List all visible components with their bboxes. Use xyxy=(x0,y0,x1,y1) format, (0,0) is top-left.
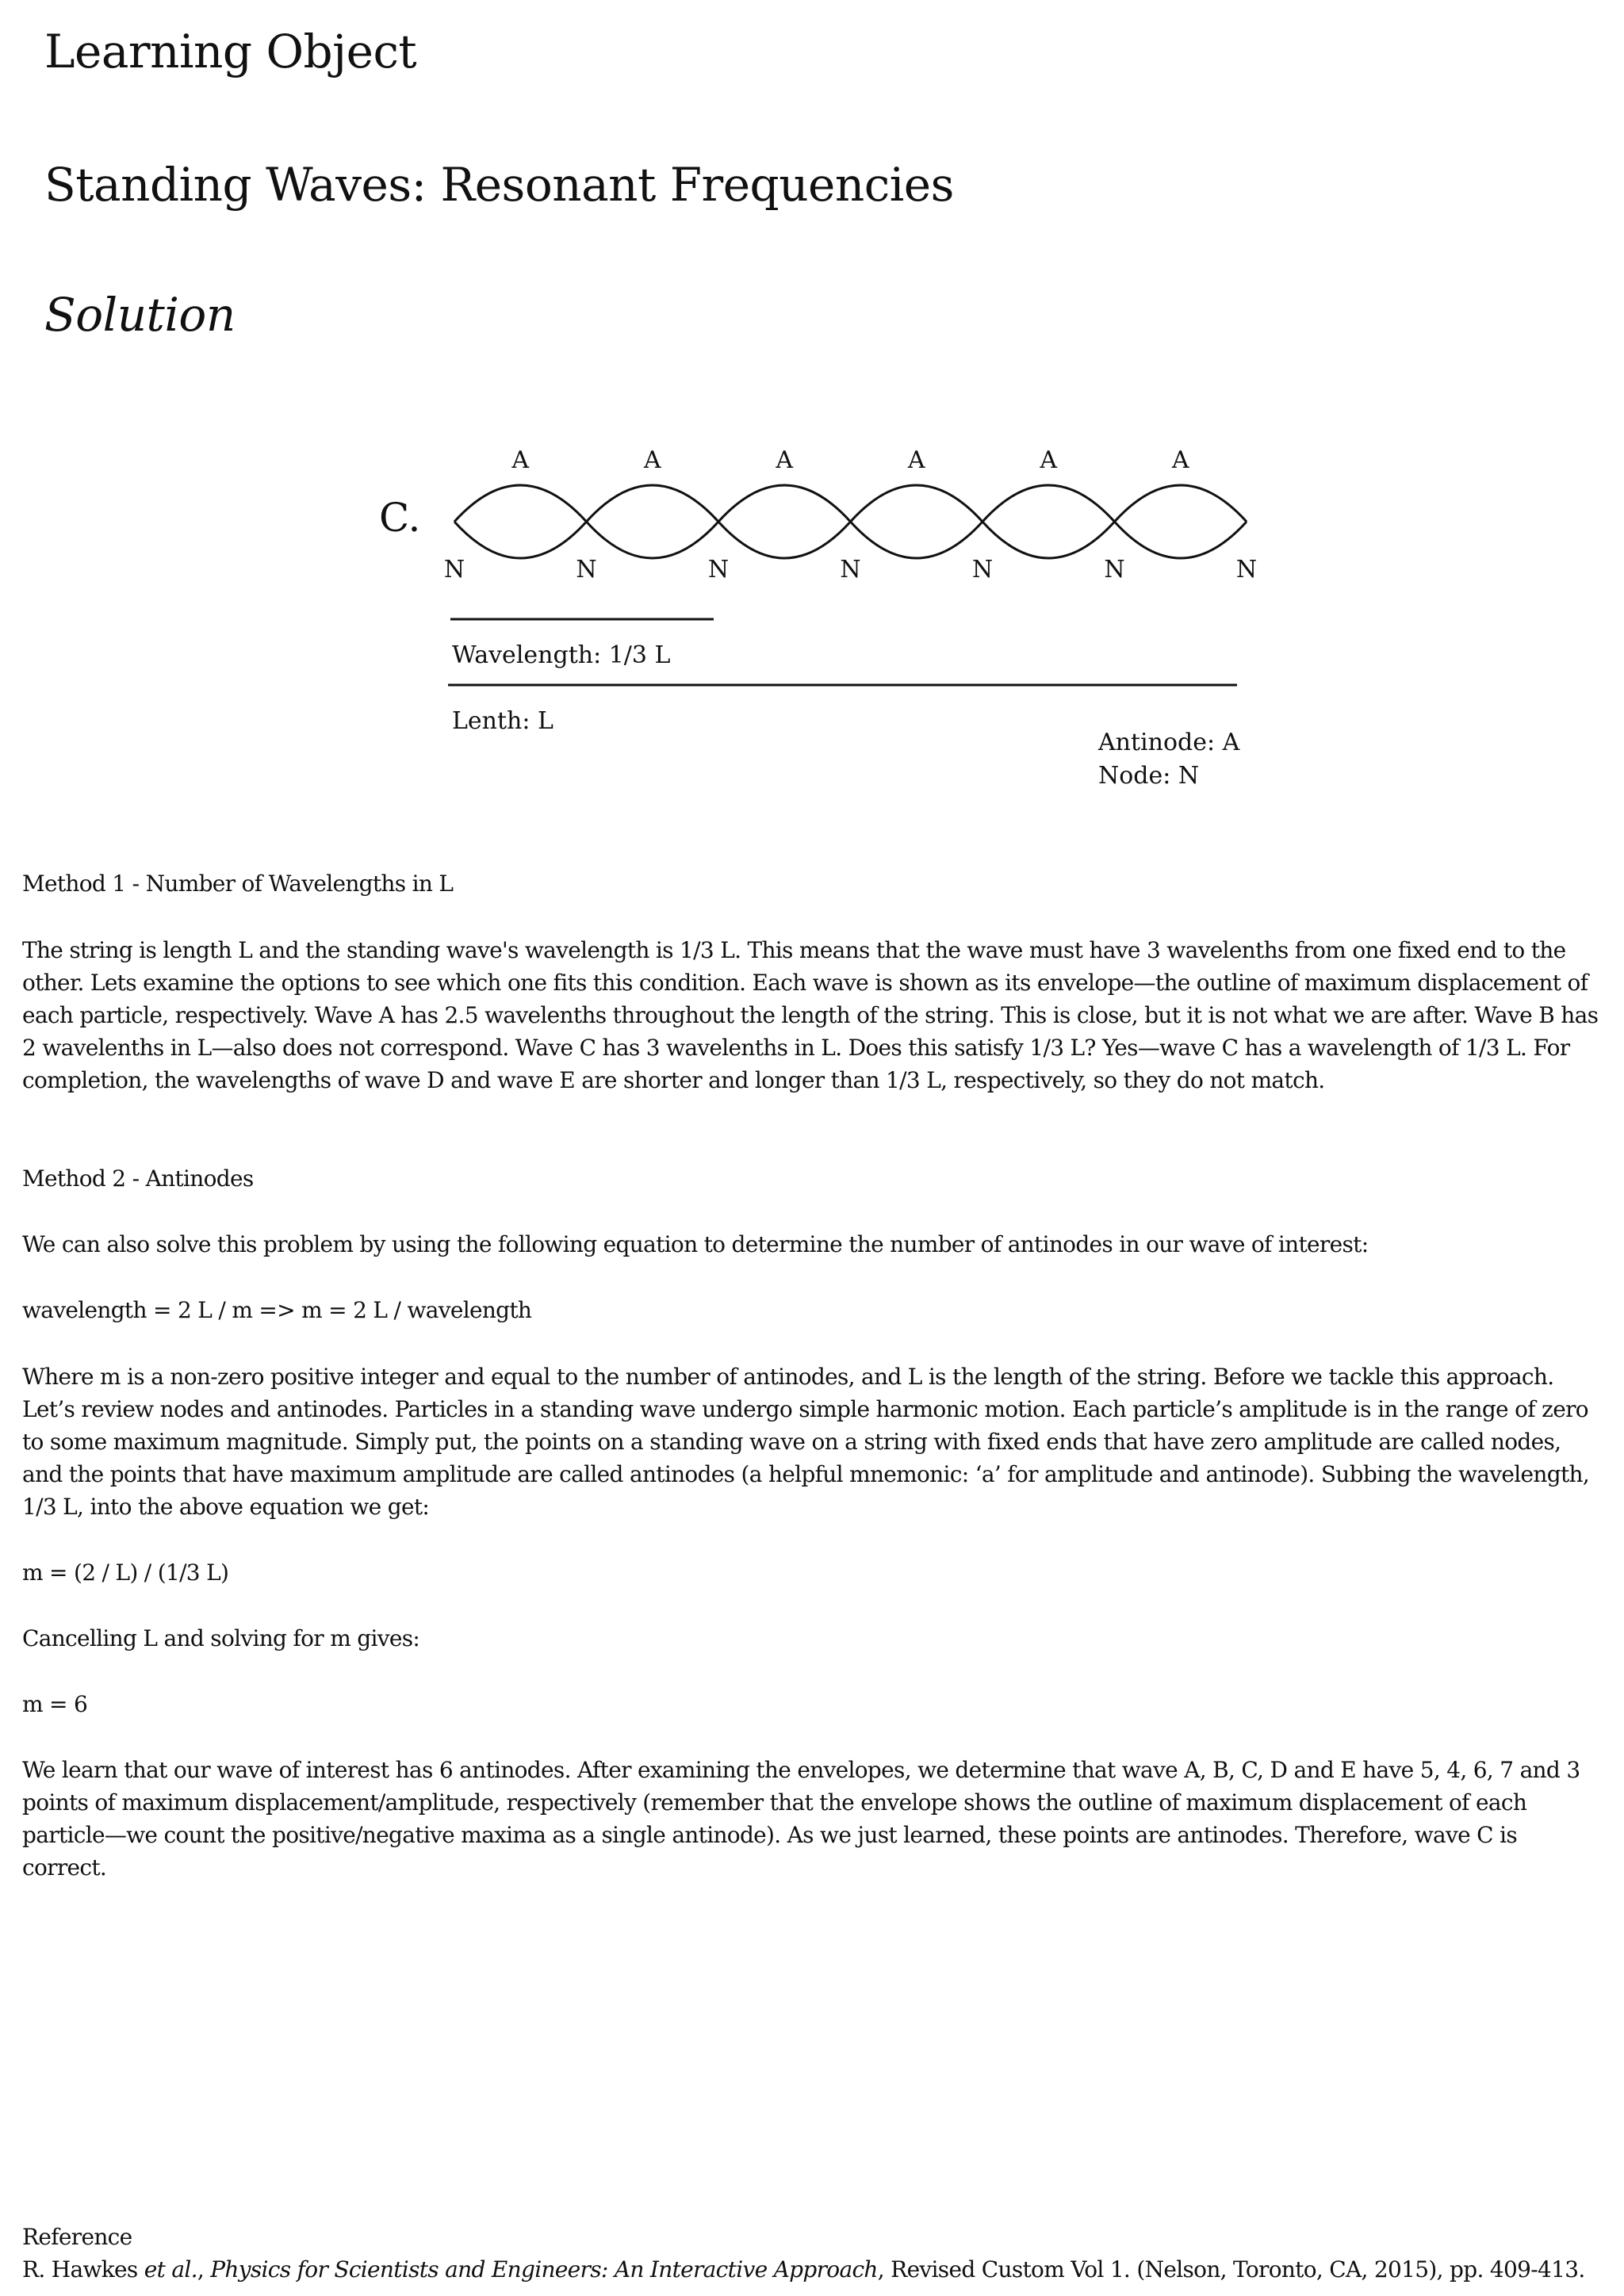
method2-explanation: Where m is a non-zero positive integer and equal to the number of antinodes, and L is the length of the string. Before we tackle this approach. Let’s review nodes and antinodes. Particles in a standing wave undergo simple harmonic motion. Each particle’s amplitude is in the range of zero to some maximum magnitude. Simply put, the points on a standing wave on a string with fixed ends that have zero amplitude are called nodes, and the points that have maximum amplitude are called antinodes (a helpful mnemonic: ‘a’ for amplitude and antinode). Subbing the wavelength, 1/3 L, into the above equation we get: xyxy=(22,1364,1590,1520)
legend-antinode: Antinode: A xyxy=(1098,729,1240,756)
section-heading: Solution xyxy=(44,288,236,342)
m-expression: m = (2 / L) / (1/3 L) xyxy=(22,1559,229,1586)
reference-separator: , xyxy=(197,2256,211,2283)
node-label: N xyxy=(1104,556,1125,584)
reference-citation xyxy=(22,2253,1602,2286)
method1-heading: Method 1 - Number of Wavelengths in L xyxy=(22,871,454,897)
reference-et-al: et al. xyxy=(144,2256,197,2283)
wavelength-equation: wavelength = 2 L / m => m = 2 L / wavelength xyxy=(22,1297,532,1323)
node-label: N xyxy=(971,556,994,584)
reference-author: R. Hawkes xyxy=(22,2256,144,2283)
reference-details: , Revised Custom Vol 1. (Nelson, Toronto, CA, 2015), pp. 409-413. xyxy=(877,2256,1585,2283)
node-label: N xyxy=(1235,556,1258,584)
option-label: C. xyxy=(379,495,421,541)
page-subtitle: Standing Waves: Resonant Frequencies xyxy=(44,158,954,212)
cancel-text: Cancelling L and solving for m gives: xyxy=(22,1625,420,1651)
antinode-label: A xyxy=(511,446,530,474)
method1-paragraph: The string is length L and the standing wave's wavelength is 1/3 L. This means that the wave must have 3 wavelenths from one fixed end to the other. Lets examine the options to see which one fits this condition. Each wave is shown as its envelope—the outline of maximum displacement of each particle, respectively. Wave A has 2.5 wavelenths throughout the length of the string. This is close, but it is not what we are after. Wave B has 2 wavelenths in L—also does not correspond. Wave C has 3 wavelenths in L. Does this satisfy 1/3 L? Yes—wave C has a wavelength of 1/3 L. For completion, the wavelengths of wave D and wave E are shorter and longer than 1/3 L, respectively, so they do not match. xyxy=(22,937,1599,1093)
node-label: N xyxy=(576,556,597,584)
legend-node: Node: N xyxy=(1098,762,1200,790)
node-label: N xyxy=(707,556,730,584)
antinode-labels xyxy=(511,446,1189,474)
antinode-label: A xyxy=(1040,446,1058,474)
reference-label: Reference xyxy=(22,2224,132,2250)
wavelength-caption: Wavelength: 1/3 L xyxy=(452,641,671,669)
node-labels xyxy=(444,556,1257,584)
standing-wave-diagram xyxy=(0,412,1624,825)
m-result: m = 6 xyxy=(22,1691,88,1717)
method2-heading: Method 2 - Antinodes xyxy=(22,1165,254,1192)
antinode-label: A xyxy=(643,446,661,474)
antinode-label: A xyxy=(776,446,794,474)
node-label: N xyxy=(840,556,861,584)
antinode-label: A xyxy=(907,446,925,474)
reference-book-title: Physics for Scientists and Engineers: An Interactive Approach xyxy=(210,2256,878,2283)
node-label: N xyxy=(443,556,465,584)
conclusion-paragraph: We learn that our wave of interest has 6 antinodes. After examining the envelopes, we determine that wave A, B, C, D and E have 5, 4, 6, 7 and 3 points of maximum displacement/amplitude, respectively (remember that the envelope shows the outline of maximum displacement of each particle—we count the positive/negative maxima as a single antinode). As we just learned, these points are antinodes. Therefore, wave C is correct. xyxy=(22,1757,1580,1881)
page-title: Learning Object xyxy=(44,25,417,78)
antinode-label: A xyxy=(1171,446,1189,474)
length-caption: Lenth: L xyxy=(452,707,553,735)
standing-wave-envelope xyxy=(454,485,1247,558)
method2-intro: We can also solve this problem by using the following equation to determine the number of antinodes in our wave of interest: xyxy=(22,1231,1369,1257)
